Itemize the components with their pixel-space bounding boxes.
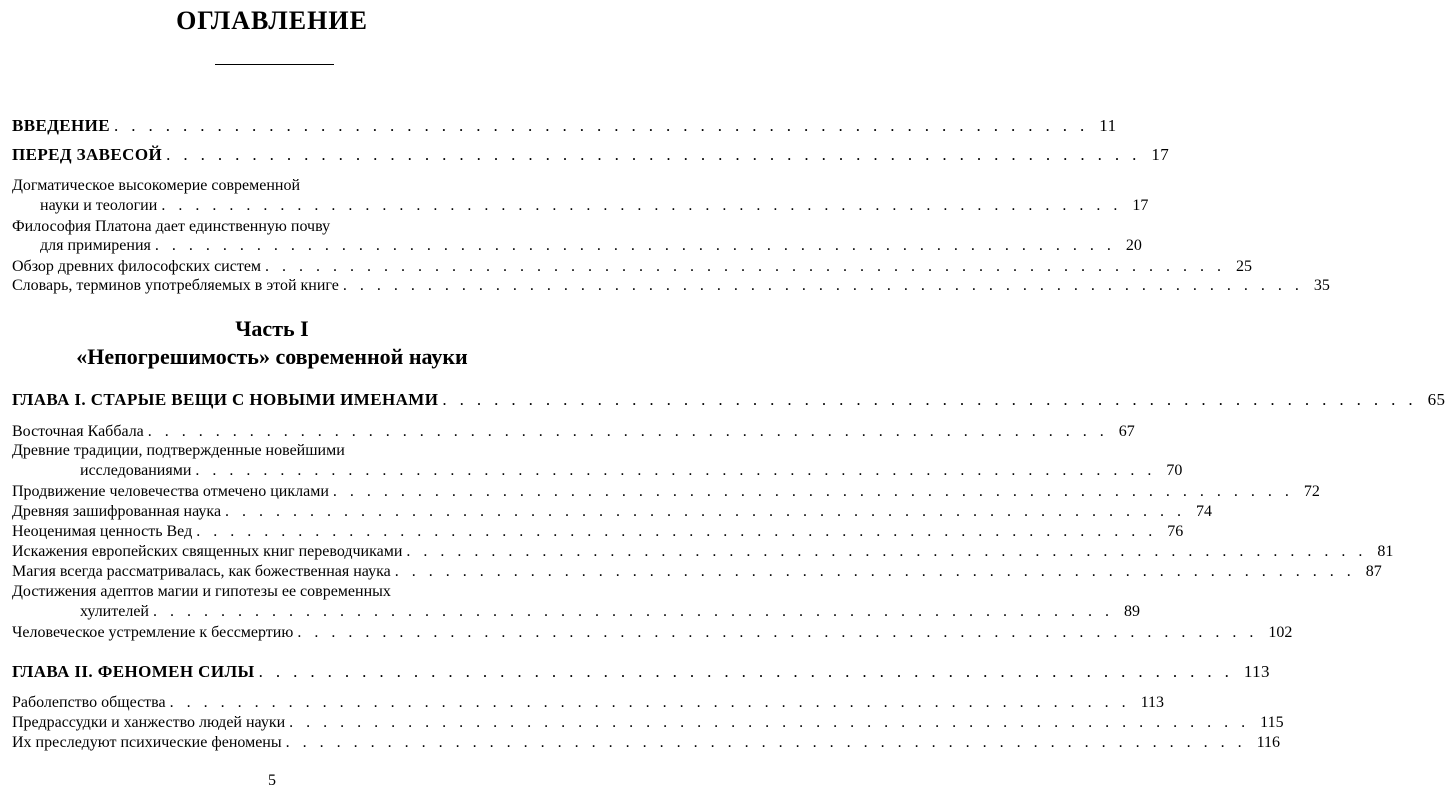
dot-leader: .........................................................: [161, 197, 1131, 214]
toc-entry[interactable]: [80, 462, 1183, 480]
toc-page-number: 116: [1256, 734, 1281, 751]
toc-entry-chapter-1[interactable]: [12, 390, 1445, 409]
page-title: ОГЛАВЛЕНИЕ: [176, 6, 368, 35]
toc-entry-label: Раболепство общества: [12, 694, 166, 711]
toc-entry-chapter-2[interactable]: [12, 662, 1270, 681]
dot-leader: .........................................................: [195, 462, 1165, 479]
toc-entry-label: науки и теологии: [40, 197, 158, 214]
toc-entry[interactable]: [12, 714, 1284, 732]
dot-leader: .........................................................: [225, 503, 1195, 520]
toc-entry-label: Искажения европейских священных книг переводчиками: [12, 543, 403, 560]
toc-entry[interactable]: [40, 197, 1149, 215]
toc-entry-introduction[interactable]: [12, 116, 1117, 135]
toc-page-number: 89: [1123, 603, 1140, 620]
toc-entry[interactable]: [12, 258, 1253, 276]
toc-entry-label: исследованиями: [80, 462, 192, 479]
toc-entry-label: Магия всегда рассматривалась, как божественная наука: [12, 563, 391, 580]
toc-page-number: 102: [1268, 624, 1293, 641]
toc-page-number: 67: [1118, 423, 1135, 440]
toc-entry[interactable]: [12, 543, 1394, 561]
toc-entry-label: Их преследуют психические феномены: [12, 734, 282, 751]
toc-entry[interactable]: [12, 423, 1135, 441]
toc-entry[interactable]: [80, 603, 1140, 621]
toc-page-number: 11: [1099, 116, 1117, 135]
toc-page-number: 25: [1236, 258, 1253, 275]
dot-leader: .........................................................: [394, 563, 1364, 580]
title-divider: [215, 64, 334, 65]
toc-entry-label: Человеческое устремление к бессмертию: [12, 624, 294, 641]
toc-entry-label: Продвижение человечества отмечено циклами: [12, 483, 329, 500]
toc-entry-label: Обзор древних философских систем: [12, 258, 262, 275]
toc-entry[interactable]: [12, 523, 1184, 541]
toc-entry[interactable]: [40, 237, 1142, 255]
dot-leader: .........................................................: [114, 116, 1098, 135]
dot-leader: .........................................................: [154, 237, 1124, 254]
toc-entry-label: Восточная Каббала: [12, 423, 144, 440]
toc-entry-label: Словарь, терминов употребляемых в этой книге: [12, 277, 339, 294]
dot-leader: .........................................................: [196, 523, 1166, 540]
dot-leader: .........................................................: [442, 390, 1426, 409]
toc-entry-label: ГЛАВА I. СТАРЫЕ ВЕЩИ С НОВЫМИ ИМЕНАМИ: [12, 390, 439, 409]
toc-entry-first-line: Философия Платона дает единственную почву: [12, 218, 331, 235]
dot-leader: .........................................................: [285, 734, 1255, 751]
toc-page-number: 17: [1151, 145, 1170, 164]
dot-leader: .........................................................: [265, 258, 1235, 275]
dot-leader: .........................................................: [342, 277, 1312, 294]
toc-entry-label: Неоценимая ценность Вед: [12, 523, 193, 540]
toc-entry-label: ГЛАВА II. ФЕНОМЕН СИЛЫ: [12, 662, 255, 681]
toc-page-number: 17: [1132, 197, 1149, 214]
toc-entry[interactable]: [12, 734, 1281, 752]
toc-page-number: 81: [1377, 543, 1394, 560]
toc-entry-label: Предрассудки и ханжество людей науки: [12, 714, 286, 731]
toc-entry[interactable]: [12, 277, 1330, 295]
part-heading-number: Часть I: [235, 316, 309, 341]
toc-entry-label: Древняя зашифрованная наука: [12, 503, 222, 520]
dot-leader: .........................................................: [406, 543, 1376, 560]
toc-entry[interactable]: [12, 563, 1382, 581]
dot-leader: .........................................................: [258, 662, 1242, 681]
toc-page-number: 76: [1167, 523, 1184, 540]
toc-page-number: 35: [1313, 277, 1330, 294]
page-number: 5: [268, 772, 276, 789]
toc-entry[interactable]: [12, 694, 1165, 712]
toc-entry-label: хулителей: [80, 603, 149, 620]
dot-leader: .........................................................: [169, 694, 1139, 711]
toc-entry-before-the-veil[interactable]: [12, 145, 1170, 164]
toc-entry-first-line: Достижения адептов магии и гипотезы ее современных: [12, 583, 391, 600]
dot-leader: .........................................................: [332, 483, 1302, 500]
dot-leader: .........................................................: [147, 423, 1117, 440]
toc-page-number: 115: [1260, 714, 1284, 731]
toc-entry[interactable]: [12, 624, 1293, 642]
toc-entry-label: ПЕРЕД ЗАВЕСОЙ: [12, 145, 163, 164]
part-heading-title: «Непогрешимость» современной науки: [76, 344, 468, 369]
toc-entry-label: для примирения: [40, 237, 151, 254]
toc-page-number: 20: [1125, 237, 1142, 254]
toc-entry-label: ВВЕДЕНИЕ: [12, 116, 111, 135]
toc-page-number: 72: [1303, 483, 1320, 500]
toc-page-number: 70: [1166, 462, 1183, 479]
dot-leader: .........................................................: [152, 603, 1122, 620]
toc-entry[interactable]: [12, 483, 1320, 501]
toc-page-number: 65: [1427, 390, 1445, 409]
toc-entry-first-line: Древние традиции, подтвержденные новейшими: [12, 442, 345, 459]
toc-page-number: 113: [1243, 662, 1270, 681]
toc-entry-first-line: Догматическое высокомерие современной: [12, 177, 301, 194]
dot-leader: .........................................................: [297, 624, 1267, 641]
toc-page-number: 74: [1196, 503, 1213, 520]
dot-leader: .........................................................: [289, 714, 1259, 731]
toc-entry[interactable]: [12, 503, 1213, 521]
toc-page-number: 87: [1365, 563, 1382, 580]
dot-leader: .........................................................: [166, 145, 1150, 164]
toc-page-number: 113: [1140, 694, 1165, 711]
